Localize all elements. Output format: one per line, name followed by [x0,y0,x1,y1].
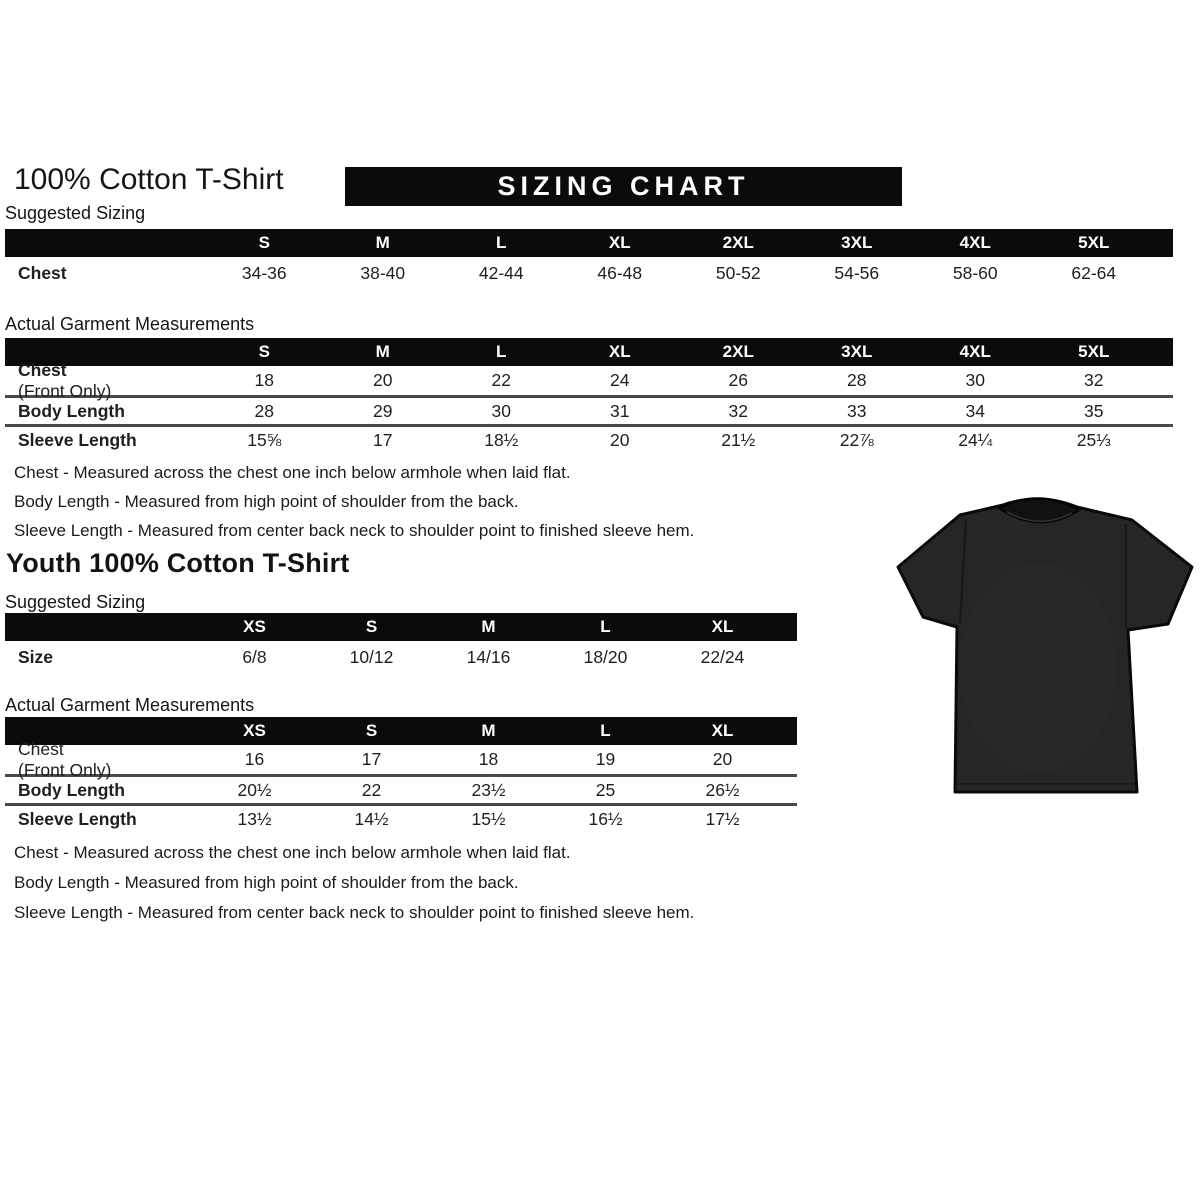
table-cell: 24¼ [958,429,993,450]
row-label [5,809,196,830]
table-header-row [5,613,797,641]
column-header: 4XL [959,342,991,361]
table-cell: 30 [491,400,511,421]
table-cell: 15½ [471,808,506,829]
column-header: S [258,233,270,252]
row-label-text: Body Length [18,400,125,421]
column-header: M [481,721,496,740]
table-cell: 38-40 [360,263,406,283]
adult-actual-measurements-table [5,338,1173,453]
row-label [5,263,205,284]
table-cell: 25⅓ [1076,429,1111,450]
table-cell: 29 [373,400,393,421]
column-header: 3XL [841,342,873,361]
table-cell: 50-52 [715,263,761,283]
column-header: 4XL [959,233,991,252]
row-label [5,401,205,422]
column-header: S [258,342,270,361]
row-label-text: Chest [18,263,67,283]
row-label-suffix: (Front Only) [18,380,112,401]
table-cell: 22⅞ [839,429,874,450]
column-header: XL [608,233,631,252]
table-cell: 25 [595,779,616,800]
table-cell: 18 [254,370,274,390]
table-cell: 21½ [721,429,756,450]
table-cell: 20 [712,749,733,769]
table-cell: 13½ [237,808,272,829]
column-header: M [375,233,390,252]
adult-measurement-notes [14,458,694,545]
table-cell: 6/8 [242,647,267,667]
table-cell: 35 [1084,400,1104,421]
column-header: 2XL [722,342,754,361]
note-line: Chest - Measured across the chest one inch below armhole when laid flat. [14,843,571,862]
table-cell: 26½ [705,779,740,800]
note-line: Body Length - Measured from high point of shoulder from the back. [14,492,519,511]
note-line: Body Length - Measured from high point of shoulder from the back. [14,873,519,892]
sizing-chart-banner [345,167,902,206]
note-line: Sleeve Length - Measured from center back neck to shoulder point to finished sleeve hem. [14,521,695,540]
column-header: XL [608,342,631,361]
table-cell: 42-44 [478,263,524,283]
youth-suggested-sizing-label: Suggested Sizing [5,592,146,612]
column-header: 5XL [1078,342,1110,361]
column-header: S [365,721,378,740]
row-label-text: Chest [18,738,64,759]
row-label [5,780,196,801]
table-cell: 18/20 [583,647,628,667]
table-cell: 14½ [354,808,389,829]
column-header: L [496,342,507,361]
column-header: XS [243,721,266,740]
table-cell: 26 [728,370,748,390]
note-line: Chest - Measured across the chest one inch below armhole when laid flat. [14,463,571,482]
table-cell: 33 [847,400,867,421]
adult-suggested-sizing-label: Suggested Sizing [5,203,146,223]
table-cell: 18½ [484,429,519,450]
column-header: L [600,721,611,740]
table-cell: 58-60 [952,263,998,283]
youth-section-title: Youth 100% Cotton T-Shirt [6,548,350,578]
row-label [5,430,205,451]
youth-actual-measurements-table [5,717,797,832]
table-row [5,803,797,832]
table-cell: 22 [491,370,511,390]
table-row [5,424,1173,453]
page-title: 100% Cotton T-Shirt [14,163,284,196]
row-label-text: Sleeve Length [18,808,137,829]
table-cell: 20 [373,370,393,390]
row-label-text: Size [18,647,54,667]
column-header: 5XL [1078,233,1110,252]
table-cell: 28 [847,370,867,390]
row-label-text: Body Length [18,779,125,800]
column-header: M [481,617,496,636]
table-cell: 23½ [471,779,506,800]
column-header: 2XL [722,233,754,252]
adult-actual-measurements-label: Actual Garment Measurements [5,314,255,334]
table-cell: 32 [1084,370,1104,390]
table-row [5,257,1173,290]
youth-suggested-sizing-table [5,613,797,674]
table-cell: 15⅝ [247,429,282,450]
table-cell: 32 [728,400,748,421]
row-label-text: Chest [18,359,67,380]
table-cell: 17 [373,429,393,450]
table-cell: 31 [610,400,630,421]
table-cell: 46-48 [597,263,643,283]
table-cell: 16½ [588,808,623,829]
table-header-row [5,229,1173,257]
table-cell: 24 [610,370,630,390]
table-cell: 22 [361,779,382,800]
table-cell: 20 [610,429,630,450]
row-label-suffix: (Front Only) [18,759,112,780]
table-cell: 30 [965,370,985,390]
table-cell: 14/16 [466,647,511,667]
table-cell: 34-36 [241,263,287,283]
tshirt-image [886,488,1196,798]
table-cell: 34 [965,400,985,421]
table-cell: 17½ [705,808,740,829]
table-cell: 22/24 [700,647,745,667]
row-label-text: Sleeve Length [18,429,137,450]
column-header: M [375,342,390,361]
column-header: 3XL [841,233,873,252]
table-cell: 10/12 [349,647,394,667]
table-cell: 62-64 [1071,263,1117,283]
row-label [5,739,196,781]
column-header: XL [711,721,734,740]
column-header: S [365,617,378,636]
table-cell: 20½ [237,779,272,800]
table-row [5,641,797,674]
table-row [5,738,797,780]
column-header: XS [243,617,266,636]
column-header: L [600,617,611,636]
sizing-chart-banner-title: SIZING CHART [497,171,750,201]
table-cell: 17 [361,749,382,769]
table-cell: 19 [595,749,616,769]
table-row [5,359,1173,401]
youth-actual-measurements-label: Actual Garment Measurements [5,695,255,715]
table-cell: 16 [244,749,265,769]
column-header: XL [711,617,734,636]
table-cell: 28 [254,400,274,421]
youth-measurement-notes [14,838,694,928]
row-label [5,360,205,402]
column-header: L [496,233,507,252]
table-cell: 54-56 [834,263,880,283]
note-line: Sleeve Length - Measured from center back neck to shoulder point to finished sleeve hem. [14,903,695,922]
row-label [5,647,196,668]
table-cell: 18 [478,749,499,769]
adult-suggested-sizing-table [5,229,1173,290]
